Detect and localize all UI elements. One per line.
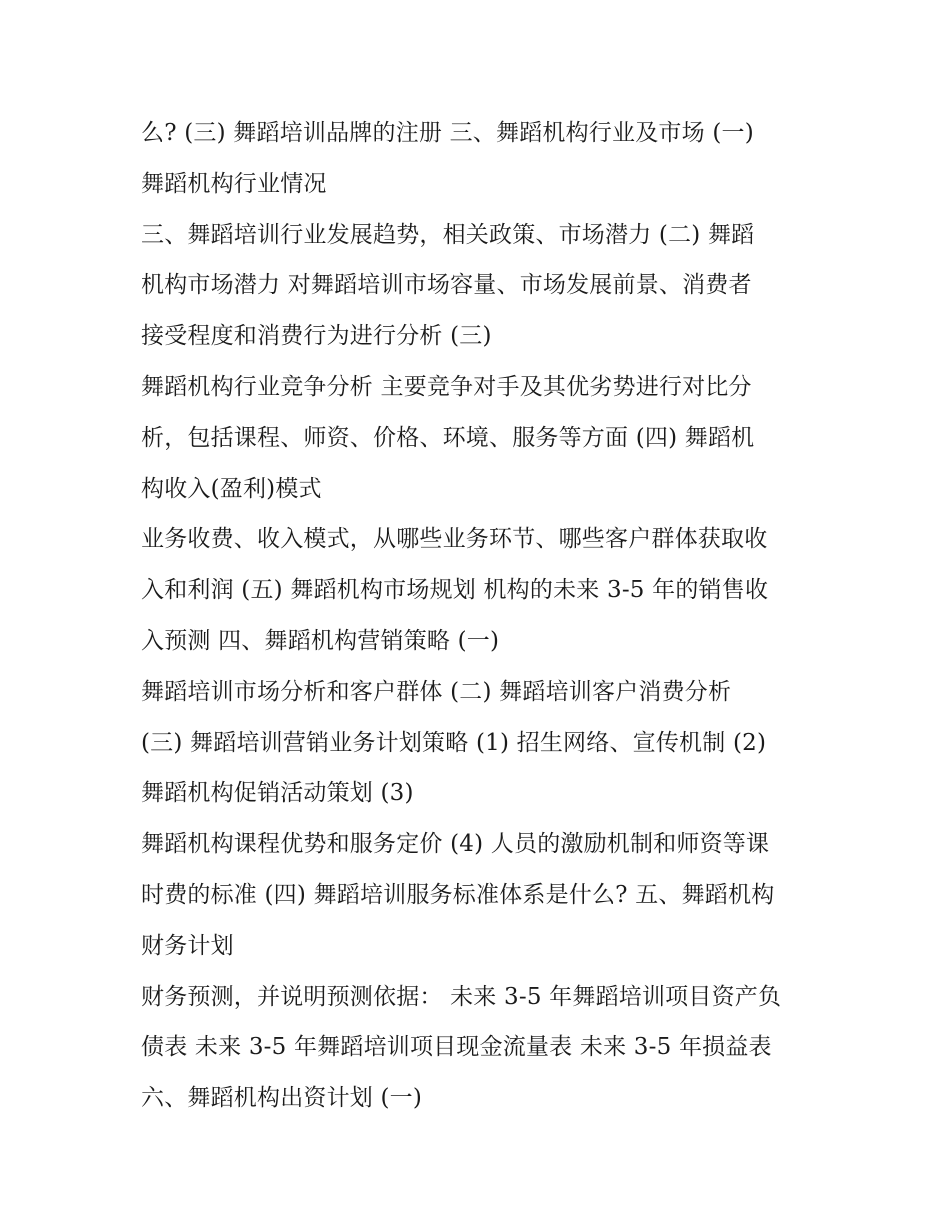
text-line: 财务预测，并说明预测依据： 未来 3-5 年舞蹈培训项目资产负: [141, 983, 782, 1010]
text-line: 时费的标准 (四) 舞蹈培训服务标准体系是什么? 五、舞蹈机构: [141, 881, 775, 908]
text-line: 入和利润 (五) 舞蹈机构市场规划 机构的未来 3-5 年的销售收: [141, 577, 769, 604]
text-line: 舞蹈机构促销活动策划 (3): [141, 780, 414, 807]
document-body: [141, 108, 821, 1124]
text-line: 接受程度和消费行为进行分析 (三): [141, 323, 492, 350]
text-line: 析，包括课程、师资、价格、环境、服务等方面 (四) 舞蹈机: [141, 424, 755, 451]
text-line: 构收入(盈利)模式: [141, 475, 322, 502]
text-line: 舞蹈机构行业竞争分析 主要竞争对手及其优劣势进行对比分: [141, 373, 752, 400]
text-line: 么? (三) 舞蹈培训品牌的注册 三、舞蹈机构行业及市场 (一): [141, 120, 754, 146]
text-line: (三) 舞蹈培训营销业务计划策略 (1) 招生网络、宣传机制 (2): [141, 729, 767, 756]
text-line: 舞蹈机构行业情况: [141, 170, 327, 197]
text-line: 入预测 四、舞蹈机构营销策略 (一): [141, 627, 500, 654]
text-line: 三、舞蹈培训行业发展趋势，相关政策、市场潜力 (二) 舞蹈: [141, 221, 755, 248]
text-line: 舞蹈机构课程优势和服务定价 (4) 人员的激励机制和师资等课: [141, 831, 770, 858]
text-line: 舞蹈培训市场分析和客户群体 (二) 舞蹈培训客户消费分析: [141, 678, 732, 705]
text-line: 六、舞蹈机构出资计划 (一): [141, 1085, 423, 1112]
text-line: 机构市场潜力 对舞蹈培训市场容量、市场发展前景、消费者: [141, 272, 752, 299]
text-line: 业务收费、收入模式，从哪些业务环节、哪些客户群体获取收: [141, 526, 768, 553]
text-line: 财务计划: [141, 932, 234, 959]
text-line: 债表 未来 3-5 年舞蹈培训项目现金流量表 未来 3-5 年损益表: [141, 1034, 772, 1061]
